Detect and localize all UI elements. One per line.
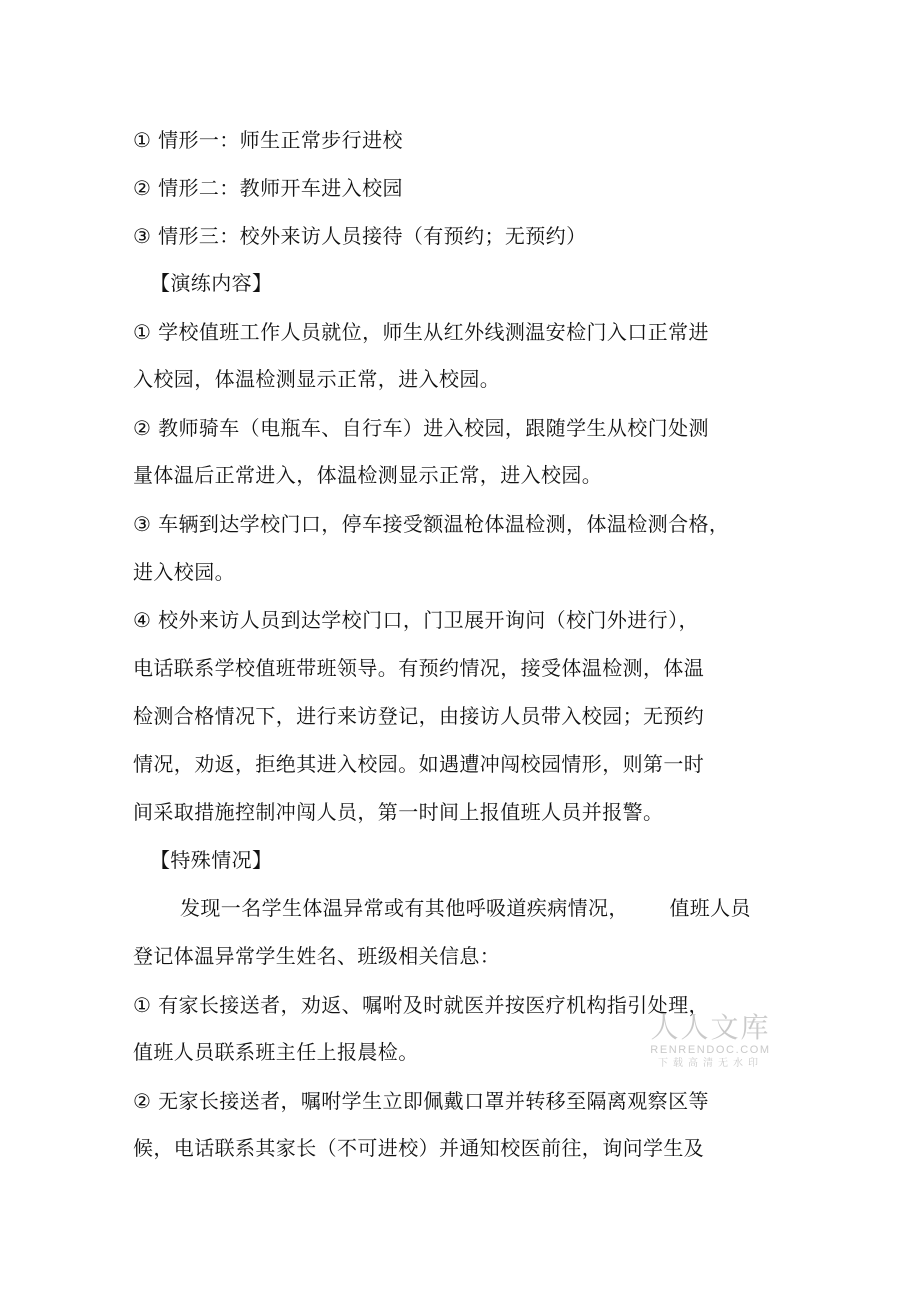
text-line: ③ 情形三：校外来访人员接待（有预约；无预约） <box>133 224 587 248</box>
text-line: 情况，劝返，拒绝其进入校园。如遇遭冲闯校园情形，则第一时 <box>133 752 705 776</box>
text-line: ③ 车辆到达学校门口，停车接受额温枪体温检测，体温检测合格， <box>133 512 730 536</box>
text-line: 量体温后正常进入，体温检测显示正常，进入校园。 <box>133 463 603 487</box>
text-line: 发现一名学生体温异常或有其他呼吸道疾病情况， 值班人员 <box>180 896 751 920</box>
text-line: 登记体温异常学生姓名、班级相关信息： <box>133 944 501 968</box>
text-line: 入校园，体温检测显示正常，进入校园。 <box>133 367 501 391</box>
text-line: 值班人员联系班主任上报晨检。 <box>133 1040 419 1064</box>
watermark-logo: 人人文库 <box>650 1011 771 1044</box>
watermark <box>648 1012 773 1070</box>
section-heading: 【特殊情况】 <box>150 848 273 872</box>
watermark-slogan: 下载高清无水印 <box>658 1058 763 1069</box>
text-line: ④ 校外来访人员到达学校门口，门卫展开询问（校门外进行）， <box>133 608 699 632</box>
text-line: 候，电话联系其家长（不可进校）并通知校医前往，询问学生及 <box>133 1136 705 1160</box>
text-line: ② 教师骑车（电瓶车、自行车）进入校园，跟随学生从校门处测 <box>133 416 709 440</box>
text-line: 间采取措施控制冲闯人员，第一时间上报值班人员并报警。 <box>133 800 664 824</box>
text-line: ② 无家长接送者，嘱咐学生立即佩戴口罩并转移至隔离观察区等 <box>133 1089 709 1113</box>
text-line: ① 情形一：师生正常步行进校 <box>133 128 403 152</box>
text-line: 进入校园。 <box>133 560 235 584</box>
text-line: ② 情形二：教师开车进入校园 <box>133 176 403 200</box>
watermark-domain: RENRENDOC.COM <box>650 1044 771 1056</box>
section-heading: 【演练内容】 <box>150 271 273 295</box>
text-line: ① 有家长接送者，劝返、嘱咐及时就医并按医疗机构指引处理， <box>133 993 709 1017</box>
text-line: 检测合格情况下，进行来访登记，由接访人员带入校园；无预约 <box>133 704 705 728</box>
text-line: 电话联系学校值班带班领导。有预约情况，接受体温检测，体温 <box>133 656 705 680</box>
text-line: ① 学校值班工作人员就位，师生从红外线测温安检门入口正常进 <box>133 320 709 344</box>
